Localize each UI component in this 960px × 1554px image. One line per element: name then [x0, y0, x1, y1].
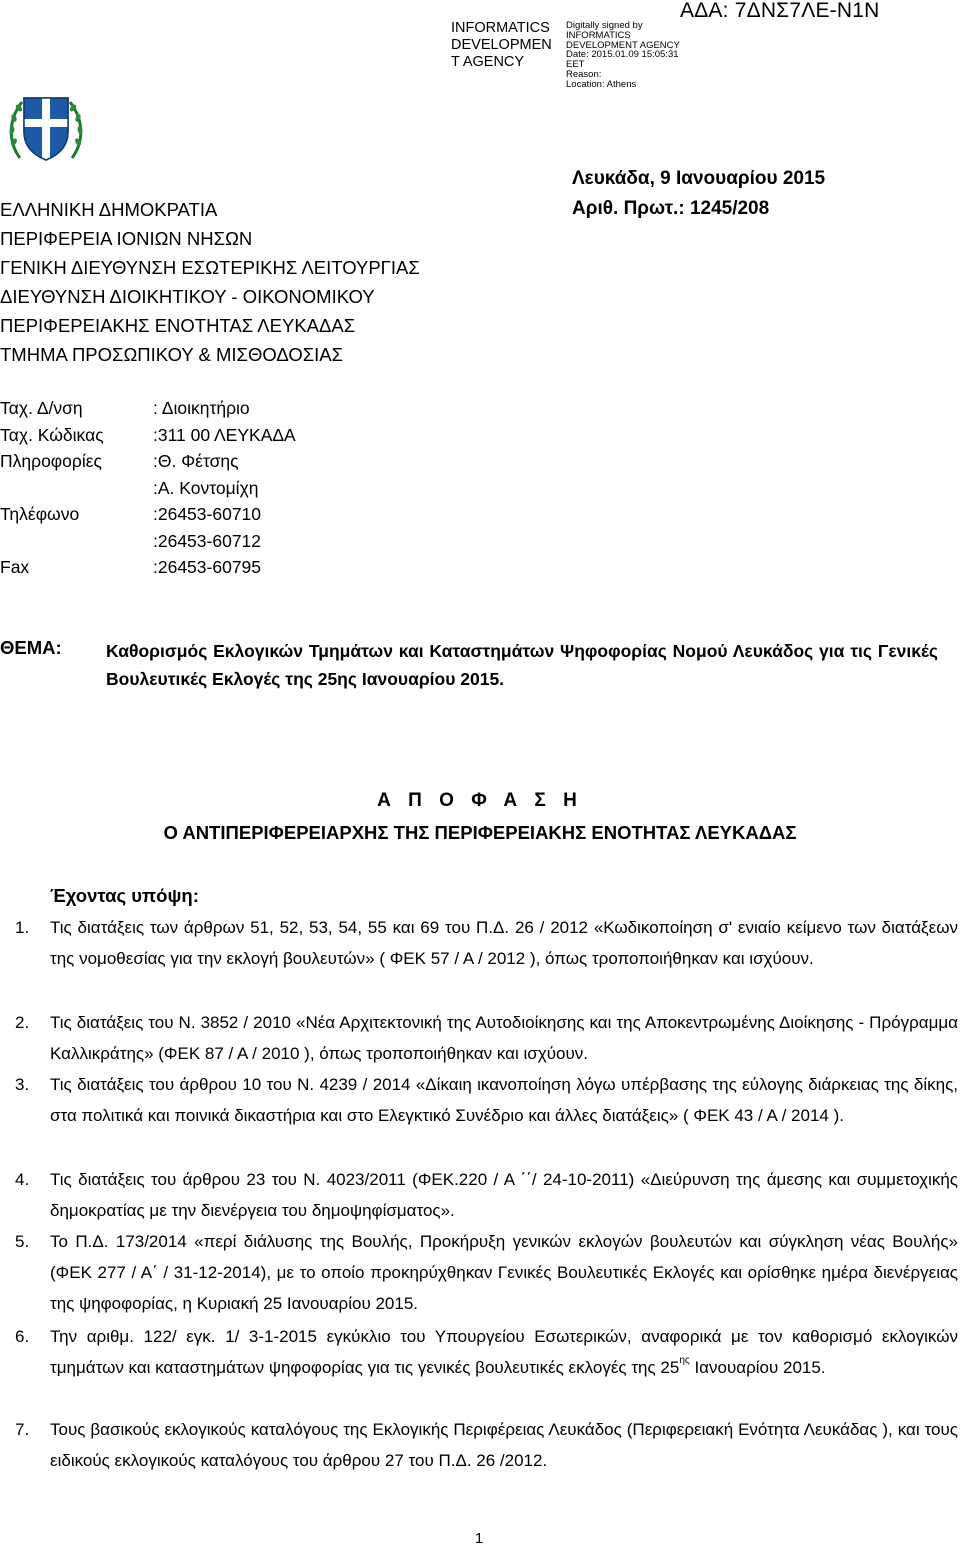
- signature-signer-name: INFORMATICS DEVELOPMEN T AGENCY: [451, 20, 552, 70]
- org-line: ΠΕΡΙΦΕΡΕΙΑ ΙΟΝΙΩΝ ΝΗΣΩΝ: [0, 228, 253, 249]
- list-item-text: [50, 1321, 958, 1383]
- contact-value: :Α. Κοντομίχη: [153, 477, 259, 498]
- page-number: 1: [474, 1530, 484, 1547]
- greek-coat-of-arms-icon: [6, 92, 86, 164]
- contact-value: :26453-60710: [153, 504, 262, 524]
- list-item-text: Τις διατάξεις των άρθρων 51, 52, 53, 54, 55 και 69 του Π.Δ. 26 / 2012 «Κωδικοποίηση σ' ενιαίο κείμενο των διατάξεων της νομοθεσίας για την εκλογή βουλευτών» ( ΦΕΚ 57 / Α / 2012 ), όπως τροποποιήθηκαν και ισχύουν.: [50, 918, 958, 968]
- list-item-number: 6.: [15, 1327, 30, 1346]
- signature-line: DEVELOPMENT AGENCY: [566, 39, 680, 51]
- contact-value: : Διοικητήριο: [153, 398, 250, 418]
- contact-value: :26453-60712: [153, 530, 262, 551]
- contact-label: [0, 475, 104, 502]
- list-item-number: 4.: [15, 1170, 30, 1189]
- contact-labels: [0, 395, 104, 581]
- subject-text: Καθορισμός Εκλογικών Τμημάτων και Καταστημάτων Ψηφοφορίας Νομού Λευκάδος για τις Γενικές Βουλευτικές Εκλογές της 25ης Ιανουαρίου 2015.: [106, 641, 938, 689]
- signature-details: [566, 21, 680, 90]
- list-item-text-part: Την αριθμ. 122/ εγκ. 1/ 3-1-2015 εγκύκλιο του Υπουργείου Εσωτερικών, αναφορικά με τον καθορισμό εκλογικών τμημάτων και καταστημάτων ψηφοφορίας για τις γενικές βουλευτικές εκλογές της 25: [50, 1327, 958, 1377]
- having-regard-heading: Έχοντας υπόψη:: [50, 885, 199, 906]
- list-item-text-part: Ιανουαρίου 2015.: [689, 1358, 826, 1377]
- superscript-ordinal: ης: [679, 1355, 690, 1366]
- signature-line: Digitally signed by: [566, 20, 643, 31]
- contact-value: :Θ. Φέτσης: [153, 451, 239, 471]
- contact-label: Ταχ. Κώδικας: [0, 424, 104, 445]
- list-item-text: Τους βασικούς εκλογικούς καταλόγους της Εκλογικής Περιφέρειας Λευκάδος (Περιφερειακή Ενότητα Λευκάδας ), και τους ειδικούς εκλογικούς καταλόγους του άρθρου 27 του Π.Δ. 26 /2012.: [50, 1420, 958, 1470]
- list-item-number: 5.: [15, 1232, 30, 1251]
- list-item-text: Τις διατάξεις του άρθρου 23 του Ν. 4023/2011 (ΦΕΚ.220 / Α ΄΄/ 24-10-2011) «Διεύρυνση της άμεσης και συμμετοχικής δημοκρατίας με την διενέργεια του δημοψηφίσματος».: [50, 1170, 958, 1220]
- contact-label: [0, 528, 104, 555]
- org-line: ΕΛΛΗΝΙΚΗ ΔΗΜΟΚΡΑΤΙΑ: [0, 199, 218, 220]
- list-item-text: Το Π.Δ. 173/2014 «περί διάλυσης της Βουλής, Προκήρυξη γενικών εκλογών βουλευτών και σύγκληση νέας Βουλής» (ΦΕΚ 277 / Α΄ / 31-12-2014), με το οποίο προκηρύχθηκαν Γενικές Βουλευτικές Εκλογές και ορίσθηκε ημέρα διενέργειας της ψηφοφορίας, η Κυριακή 25 Ιανουαρίου 2015.: [50, 1232, 958, 1313]
- org-line: ΠΕΡΙΦΕΡΕΙΑΚΗΣ ΕΝΟΤΗΤΑΣ ΛΕΥΚΑΔΑΣ: [0, 315, 356, 336]
- contact-value: :311 00 ΛΕΥΚΑΔΑ: [153, 424, 296, 445]
- contact-label: Τηλέφωνο: [0, 504, 80, 524]
- list-item-number: 2.: [15, 1013, 30, 1032]
- signature-line: INFORMATICS: [566, 29, 631, 41]
- protocol-number: Αριθ. Πρωτ.: 1245/208: [572, 198, 770, 219]
- signature-line: Date: 2015.01.09 15:05:31: [566, 49, 679, 61]
- list-item-number: 7.: [15, 1420, 30, 1439]
- org-line: ΔΙΕΥΘΥΝΣΗ ΔΙΟΙΚΗΤΙΚΟΥ - ΟΙΚΟΝΟΜΙΚΟΥ: [0, 286, 375, 307]
- ada-code: ΑΔΑ: 7ΔΝΣ7ΛΕ-Ν1Ν: [680, 0, 880, 22]
- signature-line: EET: [566, 59, 585, 71]
- contact-label: Ταχ. Δ/νση: [0, 398, 83, 418]
- list-item-number: 3.: [15, 1075, 30, 1094]
- list-item-text: Τις διατάξεις του άρθρου 10 του Ν. 4239 / 2014 «Δίκαιη ικανοποίηση λόγω υπέρβασης της εύλογης διάρκειας της δίκης, στα πολιτικά και ποινικά δικαστήρια και στο Ελεγκτικό Συνέδριο και άλλες διατάξεις» ( ΦΕΚ 43 / Α / 2014 ).: [50, 1075, 958, 1125]
- signature-line: Location: Athens: [566, 78, 637, 90]
- contact-label: Πληροφορίες: [0, 451, 102, 471]
- list-item-text: Τις διατάξεις του Ν. 3852 / 2010 «Νέα Αρχιτεκτονική της Αυτοδιοίκησης και της Αποκεντρωμένης Διοίκησης - Πρόγραμμα Καλλικράτης» (ΦΕΚ 87 / Α / 2010 ), όπως τροποποιήθηκαν και ισχύουν.: [50, 1013, 958, 1063]
- decision-subtitle: Ο ΑΝΤΙΠΕΡΙΦΕΡΕΙΑΡΧΗΣ ΤΗΣ ΠΕΡΙΦΕΡΕΙΑΚΗΣ ΕΝΟΤΗΤΑΣ ΛΕΥΚΑΔΑΣ: [163, 822, 797, 843]
- list-item-number: 1.: [15, 918, 30, 937]
- contact-value: :26453-60795: [153, 557, 262, 577]
- subject-label: ΘΕΜΑ:: [0, 637, 62, 658]
- place-date: Λευκάδα, 9 Ιανουαρίου 2015: [572, 168, 826, 189]
- contact-label: Fax: [0, 557, 30, 577]
- signature-line: Reason:: [566, 68, 602, 80]
- org-line: ΤΜΗΜΑ ΠΡΟΣΩΠΙΚΟΥ & ΜΙΣΘΟΔΟΣΙΑΣ: [0, 344, 344, 365]
- decision-title: Α Π Ο Φ Α Σ Η: [377, 790, 583, 811]
- organization-header: [0, 195, 420, 369]
- org-line: ΓΕΝΙΚΗ ΔΙΕΥΘΥΝΣΗ ΕΣΩΤΕΡΙΚΗΣ ΛΕΙΤΟΥΡΓΙΑΣ: [0, 257, 420, 278]
- contact-values: [153, 395, 296, 581]
